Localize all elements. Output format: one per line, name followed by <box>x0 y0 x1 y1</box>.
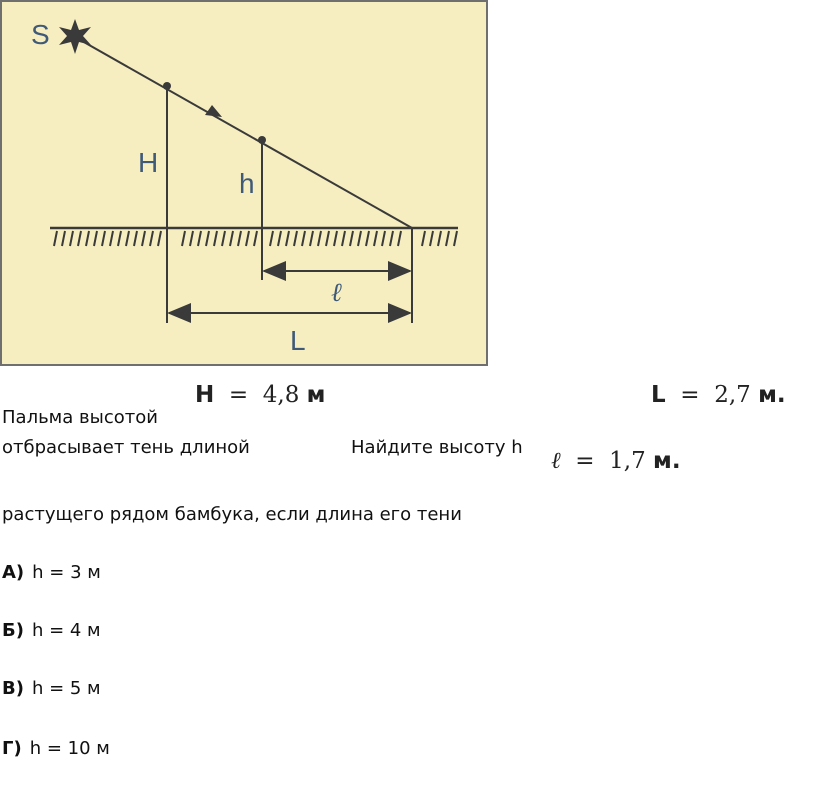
option-a-text: h = 3 м <box>32 562 101 583</box>
option-a-letter: А) <box>2 562 25 583</box>
formula-H-eq: = <box>228 382 249 408</box>
formula-L-var: L <box>651 382 666 408</box>
option-a[interactable] <box>2 564 101 582</box>
option-c[interactable] <box>2 680 101 698</box>
formula-L <box>651 384 786 407</box>
big-shadow-label: L <box>290 325 306 356</box>
formula-H <box>195 384 325 407</box>
formula-l <box>551 450 681 473</box>
formula-H-unit: м <box>306 382 326 408</box>
option-b-letter: Б) <box>2 620 24 641</box>
option-b[interactable] <box>2 622 101 640</box>
option-d-text: h = 10 м <box>29 738 110 759</box>
formula-L-eq: = <box>680 382 700 408</box>
option-b-text: h = 4 м <box>31 620 101 641</box>
small-height-label: h <box>239 168 255 199</box>
small-shadow-label: ℓ <box>331 278 342 308</box>
problem-line-3: растущего рядом бамбука, если длина его тени <box>2 504 462 525</box>
option-c-letter: В) <box>2 678 24 699</box>
formula-l-value: 1,7 <box>609 448 646 474</box>
problem-line-2: отбрасывает тень длиной <box>2 437 250 458</box>
problem-line-1: Пальма высотой <box>2 407 158 428</box>
formula-L-value: 2,7 <box>714 382 751 408</box>
source-label: S <box>31 19 50 50</box>
formula-H-value: 4,8 <box>262 382 300 408</box>
formula-H-var: H <box>195 382 215 408</box>
big-height-label: H <box>138 147 159 178</box>
problem-find: Найдите высоту h <box>351 437 523 458</box>
formula-L-unit: м. <box>758 382 786 408</box>
shadow-diagram <box>0 0 490 368</box>
bamboo-top-point <box>258 136 266 144</box>
formula-l-unit: м. <box>653 448 681 474</box>
option-d-letter: Г) <box>2 738 22 759</box>
option-d[interactable] <box>2 740 110 758</box>
palm-top-point <box>163 82 171 90</box>
formula-l-eq: = <box>575 448 595 474</box>
option-c-text: h = 5 м <box>31 678 101 699</box>
formula-l-var: ℓ <box>551 448 561 474</box>
